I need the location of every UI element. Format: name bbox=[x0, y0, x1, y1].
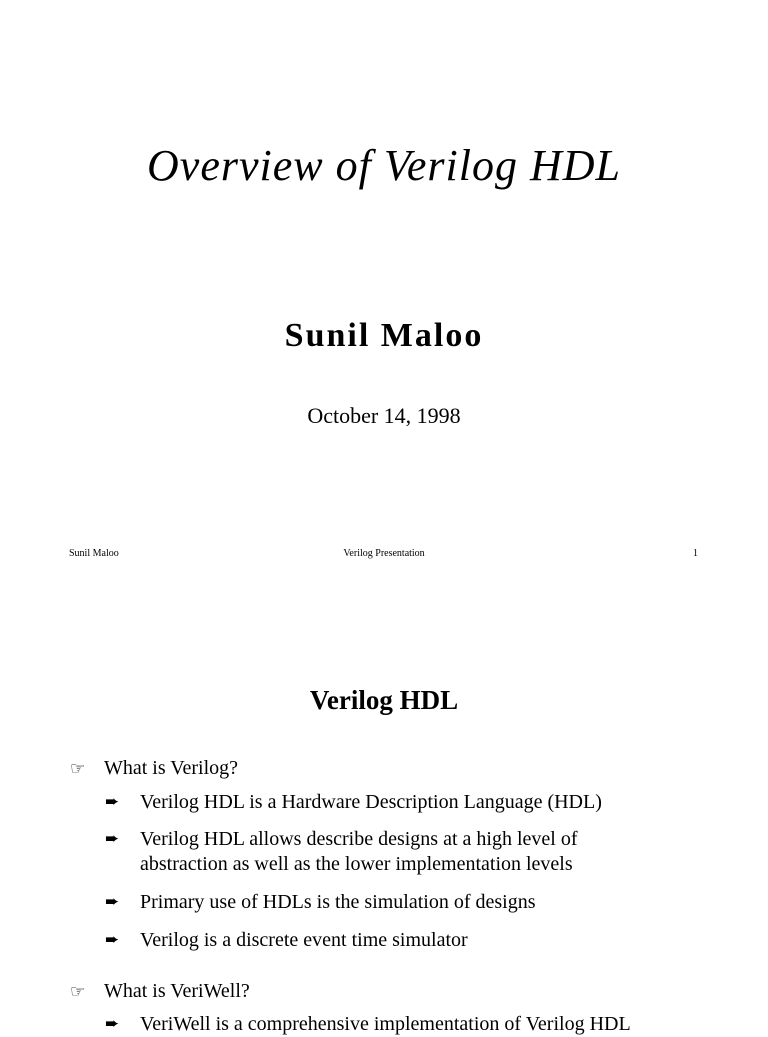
list-item-text: Primary use of HDLs is the simulation of designs bbox=[140, 891, 536, 913]
arrow-bullet-icon: ➨ bbox=[105, 930, 120, 950]
presentation-date: October 14, 1998 bbox=[307, 403, 461, 428]
section-heading: What is VeriWell? bbox=[104, 980, 250, 1002]
list-item-text: VeriWell is a comprehensive implementation of Verilog HDL bbox=[140, 1013, 631, 1035]
list-item bbox=[105, 1012, 685, 1037]
arrow-bullet-icon: ➨ bbox=[105, 892, 120, 912]
arrow-bullet-icon: ➨ bbox=[105, 829, 120, 849]
list-item bbox=[105, 890, 685, 915]
bullet-section-2 bbox=[70, 978, 250, 1005]
list-item-text: Verilog HDL allows describe designs at a high level of abstraction as well as the lower implementation levels bbox=[140, 828, 578, 875]
slide-title: Overview of Verilog HDL bbox=[147, 141, 621, 190]
author-name: Sunil Maloo bbox=[284, 317, 484, 354]
pointing-hand-icon: ☞ bbox=[70, 759, 86, 779]
list-item-text: Verilog HDL is a Hardware Description Language (HDL) bbox=[140, 791, 602, 813]
pointing-hand-icon: ☞ bbox=[70, 982, 86, 1002]
slide2-title: Verilog HDL bbox=[309, 685, 459, 715]
page-number: 1 bbox=[693, 548, 698, 559]
footer-author: Sunil Maloo bbox=[69, 548, 119, 559]
footer-title: Verilog Presentation bbox=[343, 548, 425, 559]
list-item bbox=[105, 790, 685, 815]
list-item bbox=[105, 928, 685, 953]
section-heading: What is Verilog? bbox=[104, 757, 239, 779]
list-item bbox=[105, 827, 665, 877]
arrow-bullet-icon: ➨ bbox=[105, 1014, 120, 1034]
list-item-text: Verilog is a discrete event time simulator bbox=[140, 929, 468, 951]
arrow-bullet-icon: ➨ bbox=[105, 792, 120, 812]
bullet-section-1 bbox=[70, 755, 238, 782]
